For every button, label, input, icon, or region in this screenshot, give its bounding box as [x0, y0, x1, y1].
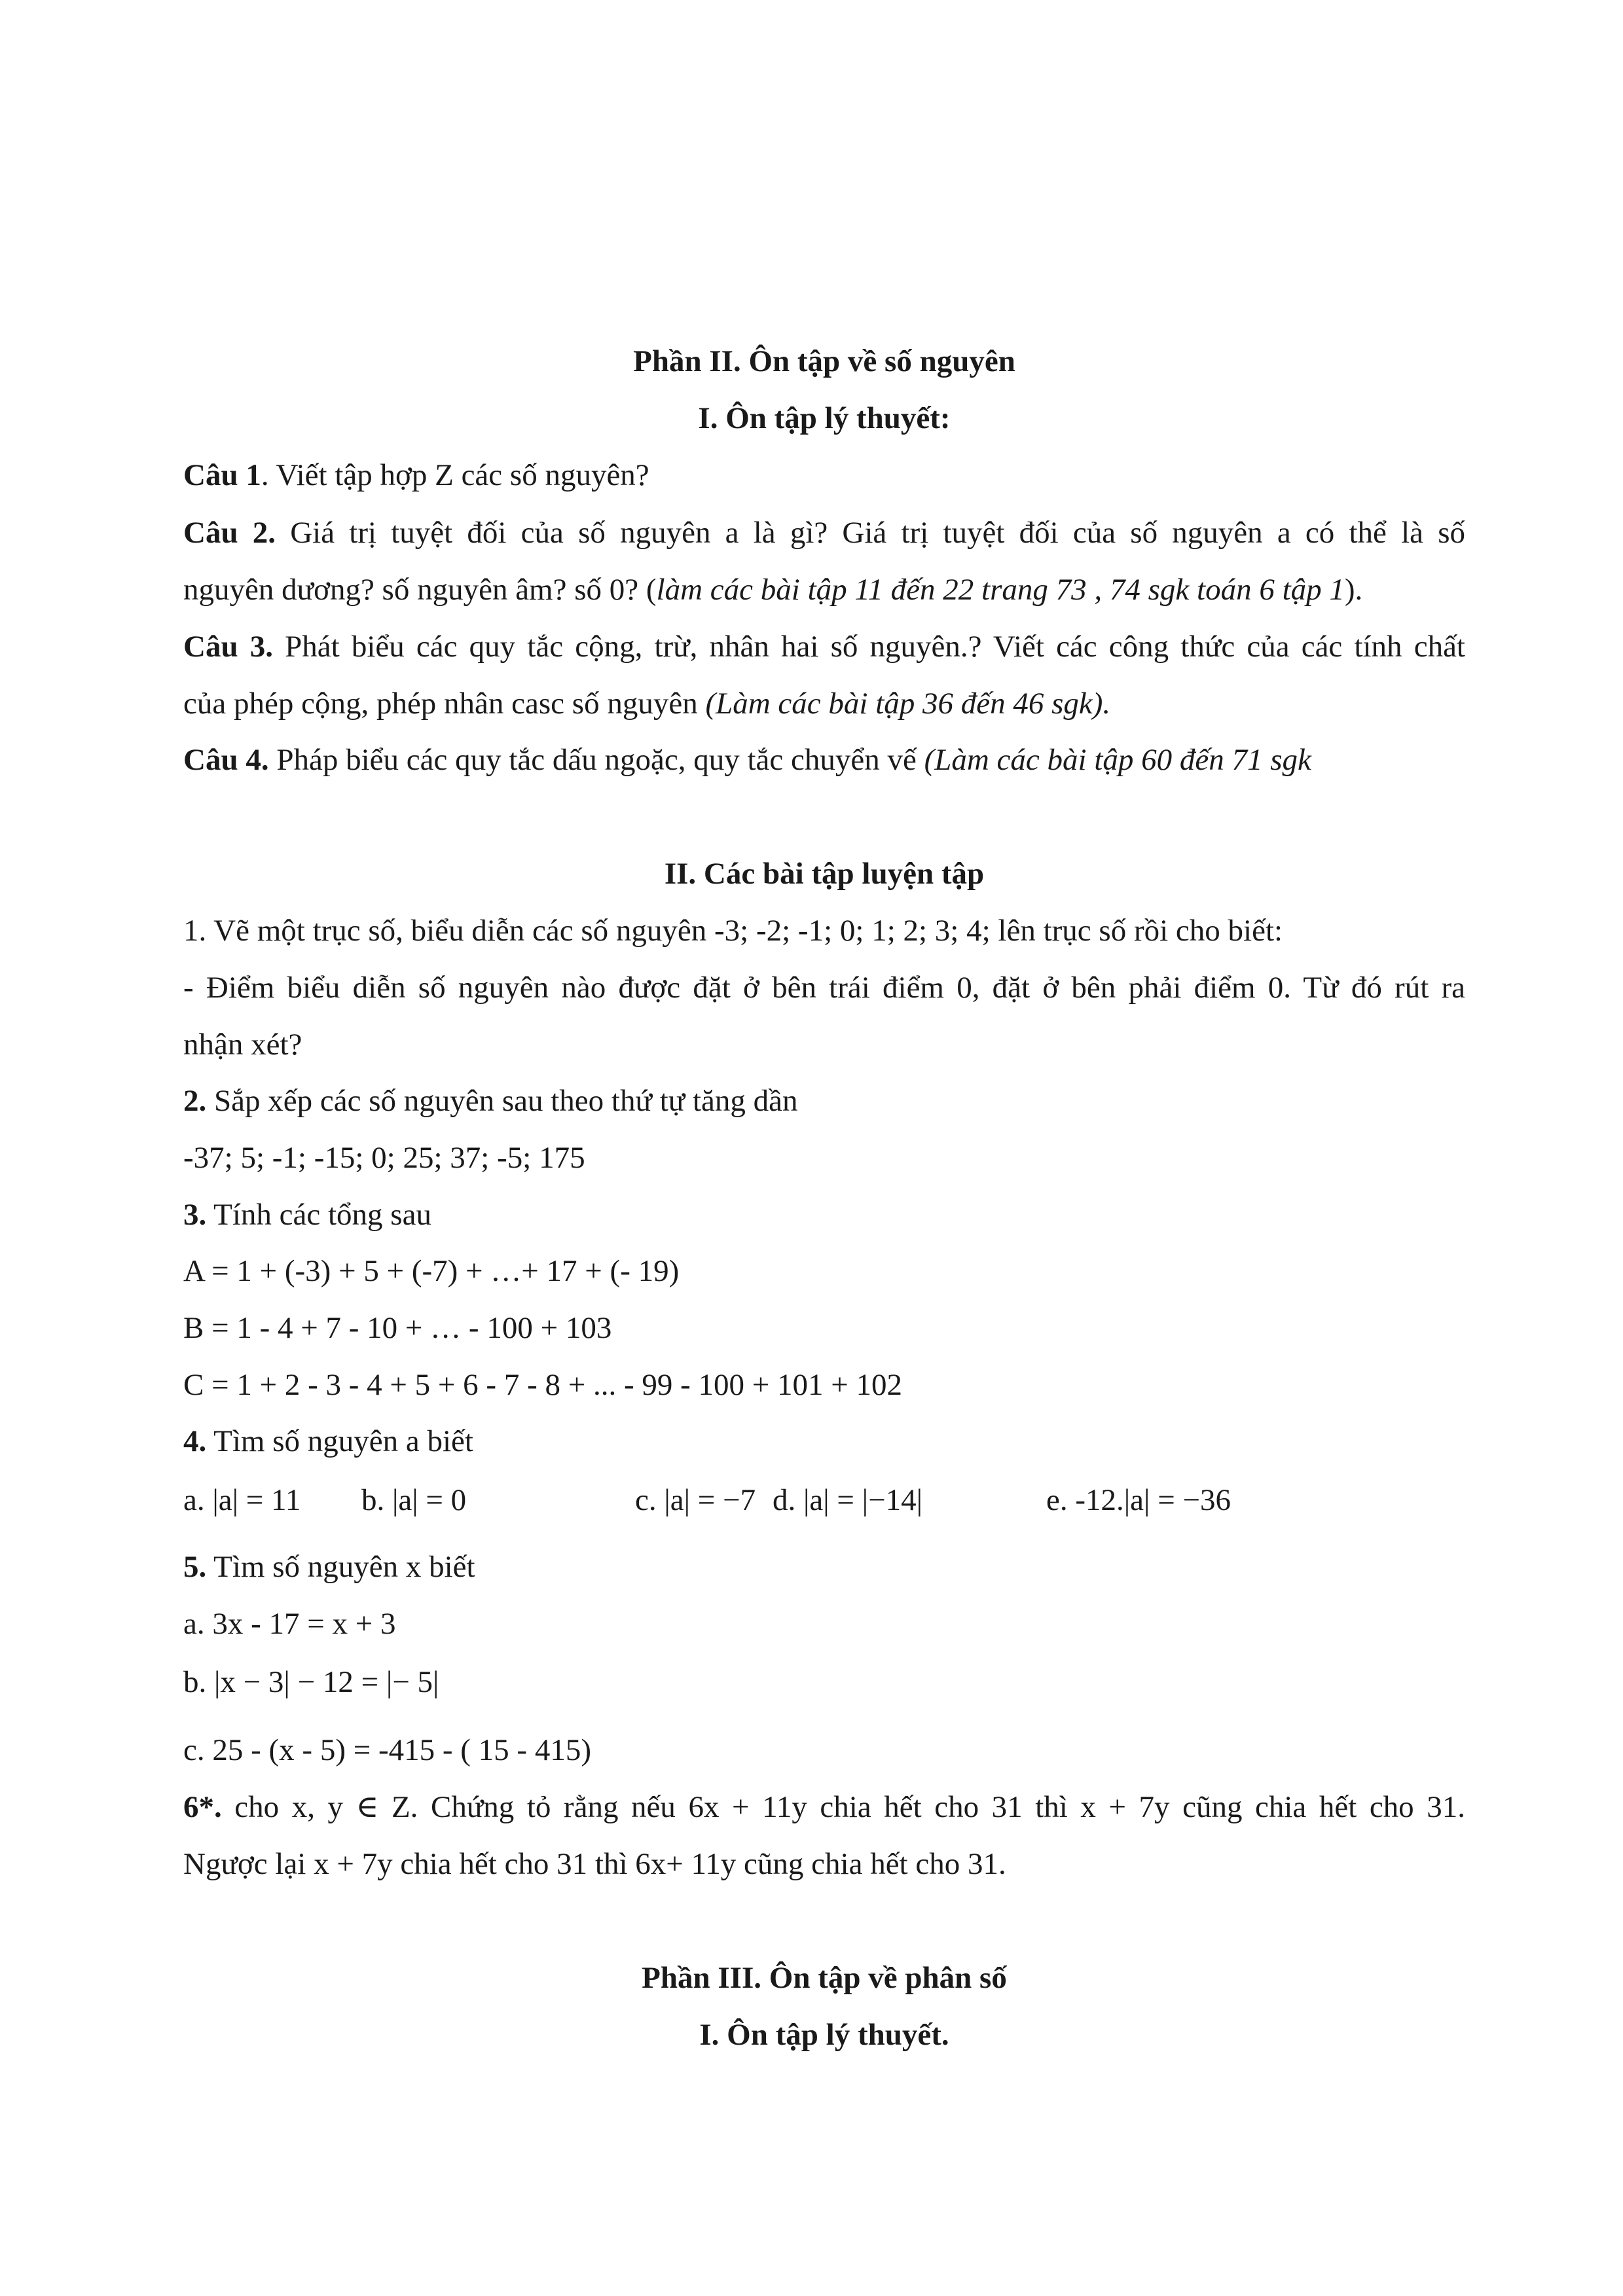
- exercise-4-options: [183, 1480, 1465, 1520]
- exercise-3-sum-a: A = 1 + (-3) + 5 + (-7) + …+ 17 + (- 19): [183, 1254, 680, 1288]
- exercise-3: 3. Tính các tổng sau: [183, 1198, 431, 1232]
- exercise-1-line-1: 1. Vẽ một trục số, biểu diễn các số nguyên -3; -2; -1; 0; 1; 2; 3; 4; lên trục số rồi cho biết:: [183, 914, 1283, 948]
- exercise-5: 5. Tìm số nguyên x biết: [183, 1550, 475, 1584]
- exercise-4: 4. Tìm số nguyên a biết: [183, 1424, 473, 1458]
- exercises-heading: II. Các bài tập luyện tập: [664, 857, 985, 891]
- exercise-1-line-2: - Điểm biểu diễn số nguyên nào được đặt ở bên trái điểm 0, đặt ở bên phải điểm 0. Từ đó rút ra: [183, 971, 1465, 1005]
- question-1: Câu 1. Viết tập hợp Z các số nguyên?: [183, 458, 649, 492]
- part3-title: Phần III. Ôn tập về phân số: [642, 1961, 1007, 1995]
- exercise-5-b: b. |x − 3| − 12 = |− 5|: [183, 1665, 439, 1699]
- exercise-5-c: c. 25 - (x - 5) = -415 - ( 15 - 415): [183, 1733, 591, 1767]
- exercise-5-a: a. 3x - 17 = x + 3: [183, 1607, 396, 1641]
- part2-theory-heading: I. Ôn tập lý thuyết:: [698, 401, 951, 435]
- exercise-4-option-a: a. |a| = 11: [183, 1483, 301, 1517]
- question-3-line-2: của phép cộng, phép nhân casc số nguyên (Làm các bài tập 36 đến 46 sgk).: [183, 687, 1111, 721]
- exercise-2-numbers: -37; 5; -1; -15; 0; 25; 37; -5; 175: [183, 1141, 585, 1175]
- exercise-6-line-1: 6*. cho x, y ∈ Z. Chứng tỏ rằng nếu 6x + 11y chia hết cho 31 thì x + 7y cũng chia hết cho 31.: [183, 1790, 1465, 1824]
- exercise-4-option-d: d. |a| = |−14|: [773, 1483, 923, 1517]
- question-4: Câu 4. Pháp biểu các quy tắc dấu ngoặc, quy tắc chuyển vế (Làm các bài tập 60 đến 71 sgk: [183, 743, 1311, 777]
- exercise-6-line-2: Ngược lại x + 7y chia hết cho 31 thì 6x+ 11y cũng chia hết cho 31.: [183, 1847, 1006, 1881]
- part2-title: Phần II. Ôn tập về số nguyên: [633, 344, 1015, 378]
- exercise-1-line-3: nhận xét?: [183, 1028, 302, 1062]
- question-2-line-2: nguyên dương? số nguyên âm? số 0? (làm các bài tập 11 đến 22 trang 73 , 74 sgk toán 6 tập 1).: [183, 573, 1363, 607]
- exercise-3-sum-c: C = 1 + 2 - 3 - 4 + 5 + 6 - 7 - 8 + ... - 99 - 100 + 101 + 102: [183, 1368, 903, 1402]
- exercise-3-sum-b: B = 1 - 4 + 7 - 10 + … - 100 + 103: [183, 1311, 612, 1345]
- question-2-line-1: Câu 2. Giá trị tuyệt đối của số nguyên a là gì? Giá trị tuyệt đối của số nguyên a có thể là số: [183, 516, 1465, 550]
- question-3-line-1: Câu 3. Phát biểu các quy tắc cộng, trừ, nhân hai số nguyên.? Viết các công thức của các tính chất: [183, 630, 1465, 664]
- exercise-4-option-e: e. -12.|a| = −36: [1046, 1483, 1231, 1517]
- exercise-4-option-b: b. |a| = 0: [361, 1483, 467, 1517]
- exercise-4-option-c: c. |a| = −7: [635, 1483, 756, 1517]
- exercise-2: 2. Sắp xếp các số nguyên sau theo thứ tự tăng dần: [183, 1084, 798, 1118]
- part3-theory-heading: I. Ôn tập lý thuyết.: [699, 2018, 949, 2052]
